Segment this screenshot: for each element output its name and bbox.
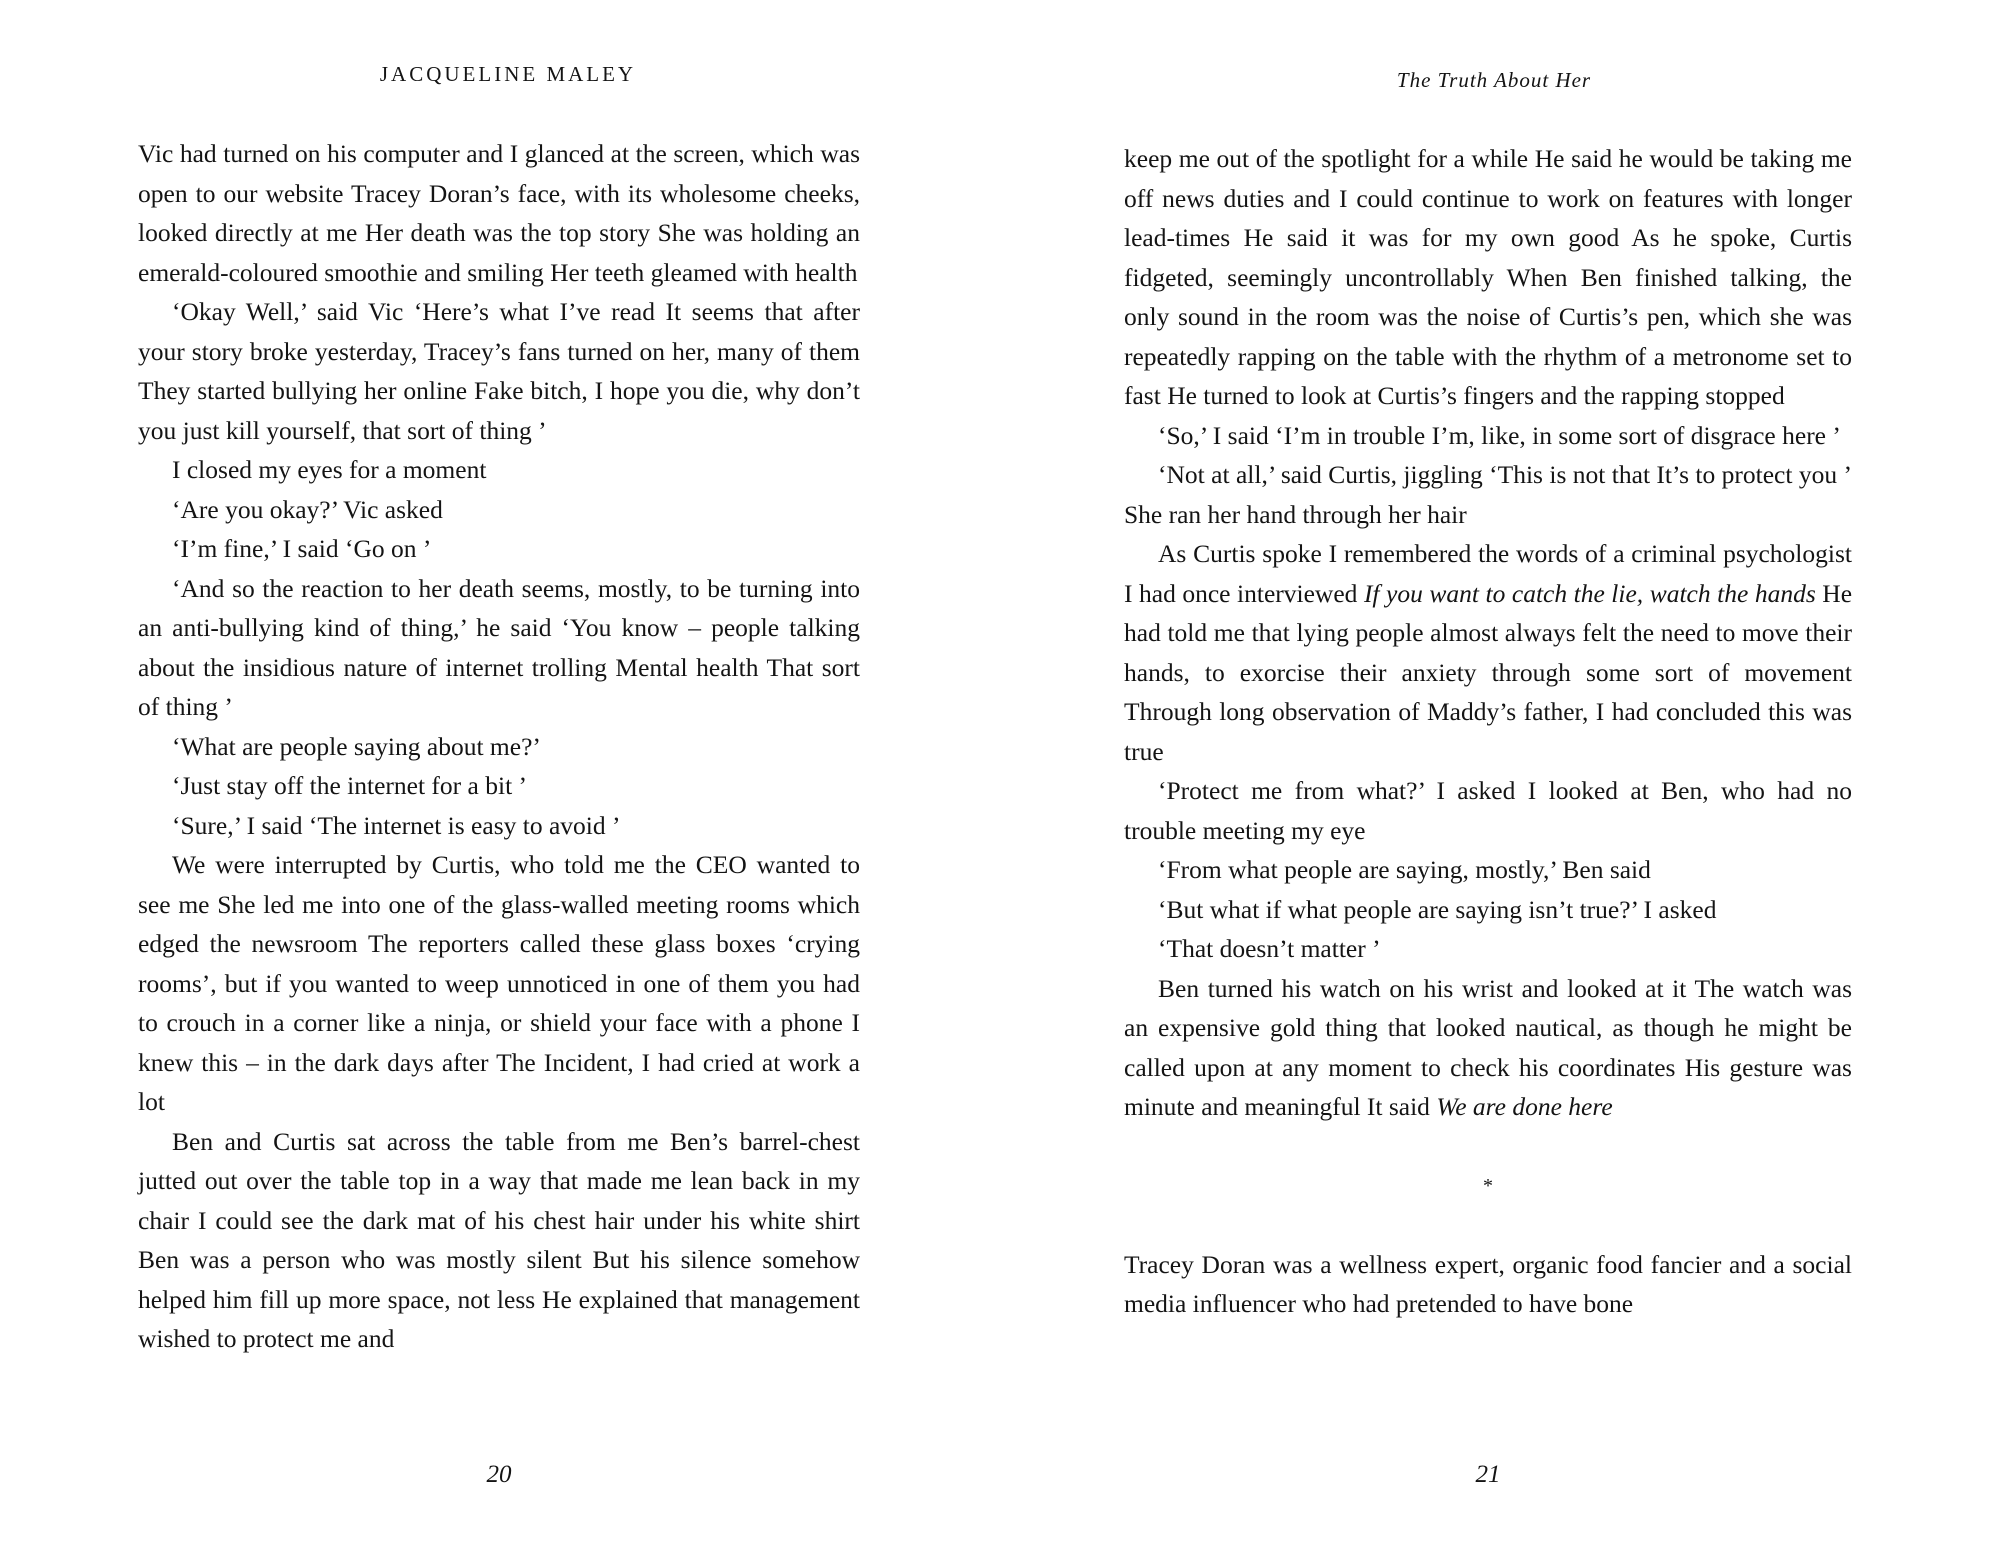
paragraph: ‘But what if what people are saying isn’t true?’ I asked [1158, 894, 1717, 924]
paragraph: ‘Protect me from what?’ I asked I looked at Ben, who had no trouble meeting my eye [1124, 776, 1852, 845]
paragraph [1124, 969, 1852, 1127]
paragraph: keep me out of the spotlight for a while He said he would be taking me off news duties and I could continue to work on features with longer lead-times He said it was for my own good As he spoke, Curtis fidgeted, seemingly uncontrollably When Ben finished talking, the only sound in the room was the noise of Curtis’s pen, which she was repeatedly rapping on the table with the rhythm of a metronome set to fast He turned to look at Curtis’s fingers and the rapping stopped [1124, 144, 1852, 410]
paragraph: Ben and Curtis sat across the table from me Ben’s barrel-chest jutted out over the table top in a way that made me lean back in my chair I could see the dark mat of his chest hair under his white shirt Ben was a person who was mostly silent But his silence somehow helped him fill up more space, not less He explained that management wished to protect me and [138, 1126, 860, 1353]
paragraph: ‘From what people are saying, mostly,’ Ben said [1158, 855, 1651, 884]
paragraph [1124, 534, 1852, 771]
paragraph: ‘Sure,’ I said ‘The internet is easy to avoid ’ [172, 810, 621, 840]
paragraph: ‘So,’ I said ‘I’m in trouble I’m, like, in some sort of disgrace here ’ [1158, 420, 1841, 450]
paragraph: Tracey Doran was a wellness expert, organic food fancier and a social media influencer who had pretended to have bone [1124, 1249, 1852, 1318]
page-number: 20 [486, 1461, 512, 1488]
paragraph: ‘Okay Well,’ said Vic ‘Here’s what I’ve read It seems that after your story broke yesterday, Tracey’s fans turned on her, many of them They started bullying her online Fake bitch, I hope you die, why don’t you just kill yourself, that sort of thing ’ [138, 297, 860, 445]
section-break: * [1483, 1174, 1493, 1197]
paragraph: ‘Just stay off the internet for a bit ’ [172, 771, 528, 800]
right-page [1124, 0, 1884, 1557]
paragraph: ‘And so the reaction to her death seems, mostly, to be turning into an anti-bullying kind of thing,’ he said ‘You know – people talking about the insidious nature of internet trolling Mental health That sort of thing ’ [138, 573, 860, 721]
paragraph: We were interrupted by Curtis, who told me the CEO wanted to see me She led me into one of the glass-walled meeting rooms which edged the newsroom The reporters called these glass boxes ‘crying rooms’, but if you wanted to weep unnoticed in one of them you had to crouch in a corner like a ninja, or shield your face with a phone I knew this – in the dark days after The Incident, I had cried at work a lot [138, 850, 860, 1116]
italic-quote: We are done here [1436, 1092, 1613, 1121]
paragraph: ‘What are people saying about me?’ [172, 731, 541, 761]
paragraph-text: Ben turned his watch on his wrist and looked at it The watch was an expensive gold thing that looked nautical, as though he might be called upon at any moment to check his coordinates His gesture was minute and meaningful It said [1124, 973, 1852, 1121]
left-page [138, 0, 898, 1557]
paragraph: ‘Not at all,’ said Curtis, jiggling ‘This is not that It’s to protect you ’ She ran her hand through her hair [1124, 460, 1852, 529]
left-page-body [138, 134, 860, 1359]
paragraph: ‘Are you okay?’ Vic asked [172, 494, 443, 524]
paragraph: I closed my eyes for a moment [172, 455, 487, 484]
paragraph: Vic had turned on his computer and I glanced at the screen, which was open to our website Tracey Doran’s face, with its wholesome cheeks, looked directly at me Her death was the top story She was holding an emerald-coloured smoothie and smiling Her teeth gleamed with health [138, 139, 860, 287]
paragraph-text: As Curtis spoke I remembered the words of a criminal psychologist I had once interviewed [1124, 539, 1852, 608]
right-page-body [1124, 139, 1852, 1324]
running-head-title: The Truth About Her [1396, 68, 1592, 92]
page-number: 21 [1475, 1461, 1501, 1488]
paragraph: ‘That doesn’t matter ’ [1158, 934, 1381, 963]
paragraph: ‘I’m fine,’ I said ‘Go on ’ [172, 534, 432, 563]
paragraph-text: He had told me that lying people almost always felt the need to move their hands, to exorcise their anxiety through some sort of movement Through long observation of Maddy’s father, I had concluded this was true [1124, 578, 1853, 766]
italic-quote: If you want to catch the lie, watch the hands [1363, 578, 1816, 608]
running-head-author: JACQUELINE MALEY [379, 62, 637, 86]
